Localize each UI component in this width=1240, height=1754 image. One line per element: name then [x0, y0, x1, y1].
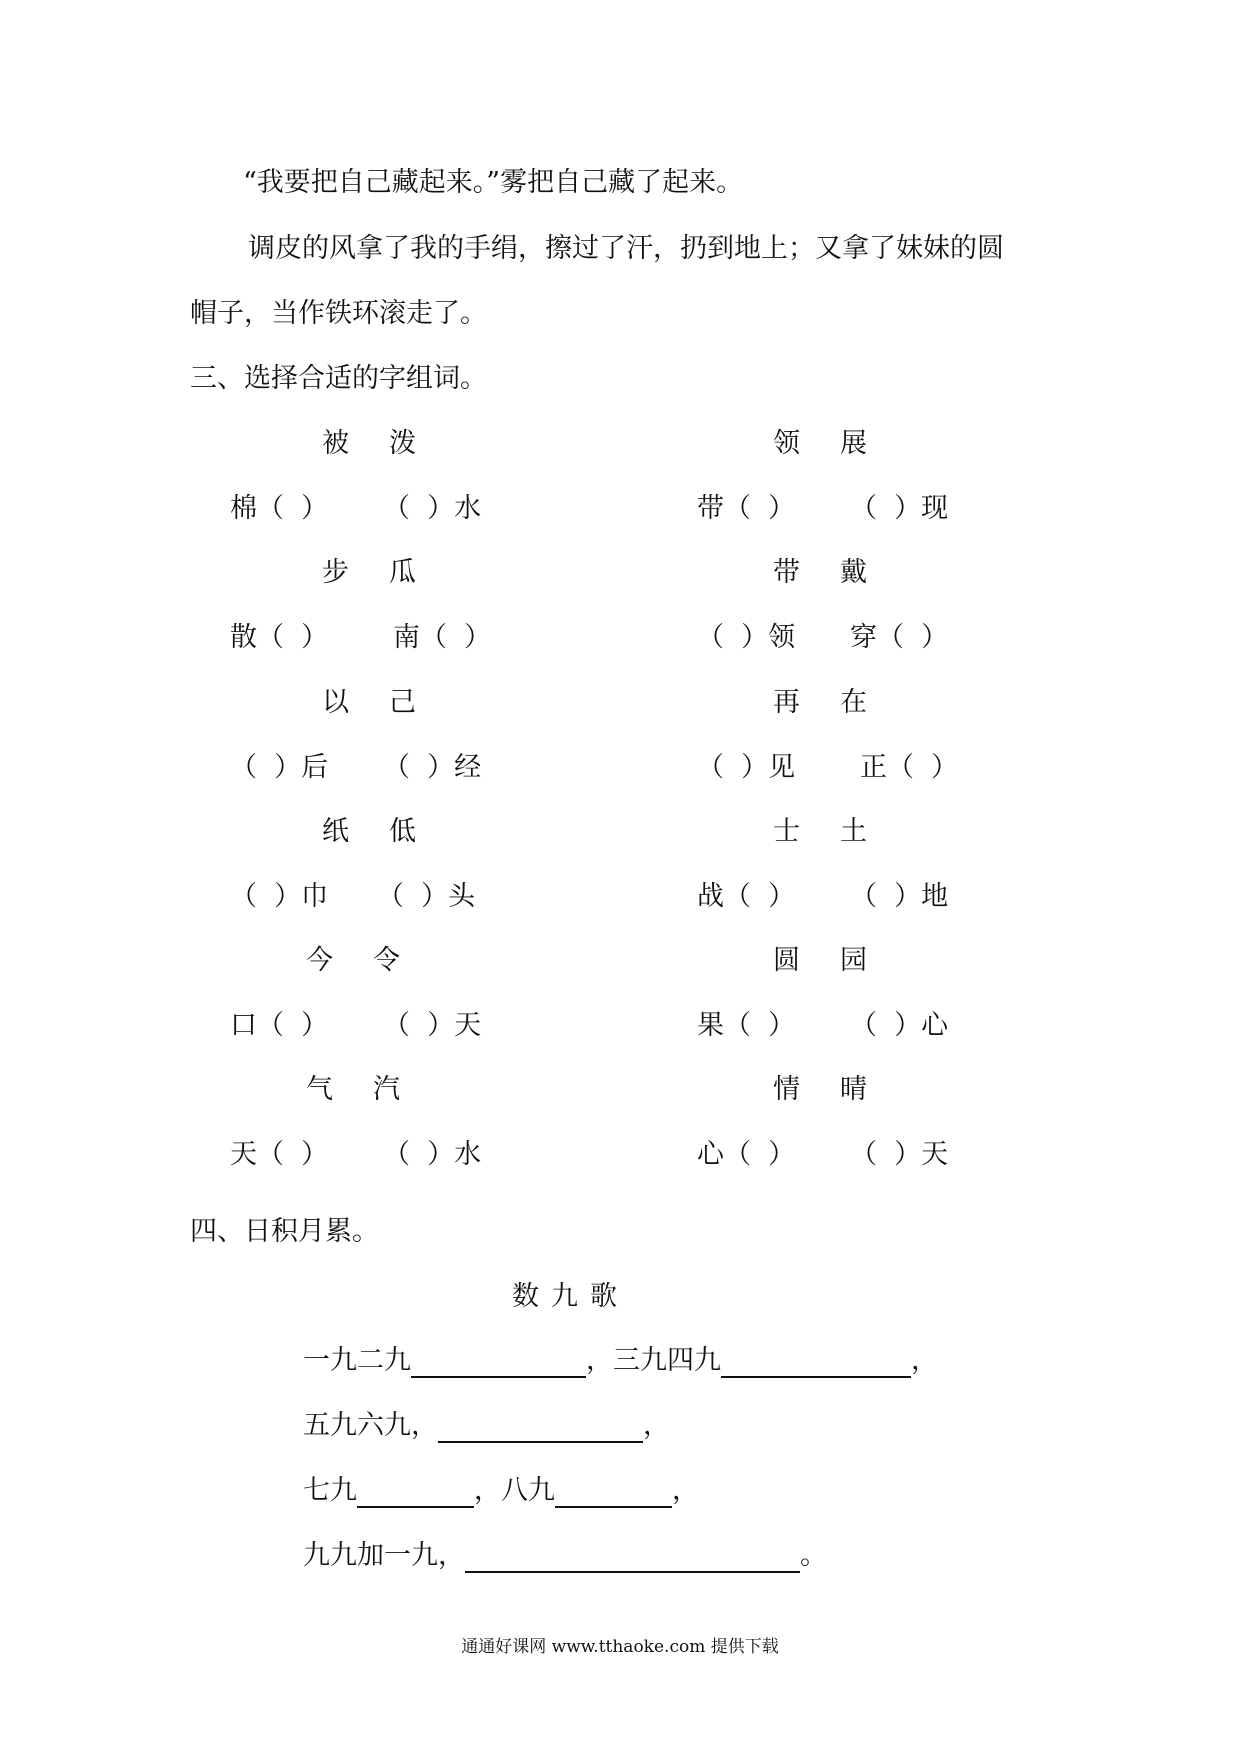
poem-text: 。	[800, 1540, 827, 1571]
poem-text: 九九加一九，	[303, 1540, 465, 1571]
char-pair: 再在	[773, 687, 907, 718]
fill-blank[interactable]	[411, 1348, 586, 1378]
word-blank: 带（ ）	[697, 493, 796, 524]
word-blank: （ ）水	[383, 1139, 482, 1170]
word-blank: （ ）心	[850, 1010, 949, 1041]
word-blank: 正（ ）	[860, 752, 959, 783]
section-4-heading: 四、日积月累。	[190, 1216, 379, 1247]
poem-line-2	[303, 1409, 670, 1443]
word-blank: （ ）天	[850, 1139, 949, 1170]
poem-text: ，	[643, 1410, 670, 1441]
fill-blank[interactable]	[438, 1413, 643, 1443]
char-pair: 士土	[773, 816, 907, 847]
char-pair: 纸低	[322, 816, 456, 847]
char-pair: 以己	[322, 687, 456, 718]
word-blank: （ ）头	[377, 881, 476, 912]
poem-text: 五九六九，	[303, 1410, 438, 1441]
word-blank: （ ）经	[383, 752, 482, 783]
passage-line-1: “我要把自己藏起来。”雾把自己藏了起来。	[243, 167, 744, 198]
fill-blank[interactable]	[555, 1478, 672, 1508]
poem-line-4	[303, 1539, 827, 1573]
fill-blank[interactable]	[357, 1478, 474, 1508]
word-blank: （ ）领	[697, 622, 796, 653]
word-blank: （ ）见	[697, 752, 796, 783]
poem-text: ，	[672, 1475, 699, 1506]
poem-text: ，八九	[474, 1475, 555, 1506]
word-blank: （ ）地	[850, 881, 949, 912]
poem-text: ，	[911, 1345, 938, 1376]
word-blank: （ ）水	[383, 493, 482, 524]
word-blank: 天（ ）	[230, 1139, 329, 1170]
footer-credit: 通通好课网 www.tthaoke.com 提供下载	[461, 1637, 779, 1657]
word-blank: 果（ ）	[697, 1010, 796, 1041]
char-pair: 领展	[773, 428, 907, 459]
poem-line-1	[303, 1344, 938, 1378]
word-blank: （ ）天	[383, 1010, 482, 1041]
poem-text: 七九	[303, 1475, 357, 1506]
section-3-heading: 三、选择合适的字组词。	[190, 363, 487, 394]
word-blank: 散（ ）	[230, 622, 329, 653]
word-blank: （ ）现	[850, 493, 949, 524]
char-pair: 步瓜	[322, 557, 456, 588]
word-blank: 穿（ ）	[850, 622, 949, 653]
fill-blank[interactable]	[721, 1348, 911, 1378]
word-blank: （ ）后	[230, 752, 329, 783]
char-pair: 被泼	[322, 428, 456, 459]
char-pair: 情晴	[773, 1074, 907, 1105]
word-blank: 战（ ）	[697, 881, 796, 912]
char-pair: 带戴	[773, 557, 907, 588]
word-blank: 口（ ）	[230, 1010, 329, 1041]
passage-line-2: 调皮的风拿了我的手绢，擦过了汗，扔到地上；又拿了妹妹的圆	[248, 233, 1004, 264]
poem-text: ，三九四九	[586, 1345, 721, 1376]
char-pair: 圆园	[773, 945, 907, 976]
word-blank: 心（ ）	[697, 1139, 796, 1170]
char-pair: 气汽	[306, 1074, 440, 1105]
word-blank: （ ）巾	[230, 881, 329, 912]
poem-text: 一九二九	[303, 1345, 411, 1376]
poem-title: 数九歌	[512, 1281, 629, 1312]
fill-blank[interactable]	[465, 1543, 800, 1573]
passage-line-3: 帽子，当作铁环滚走了。	[190, 298, 487, 329]
poem-line-3	[303, 1474, 699, 1508]
word-blank: 棉（ ）	[230, 493, 329, 524]
char-pair: 今令	[306, 945, 440, 976]
word-blank: 南（ ）	[393, 622, 492, 653]
